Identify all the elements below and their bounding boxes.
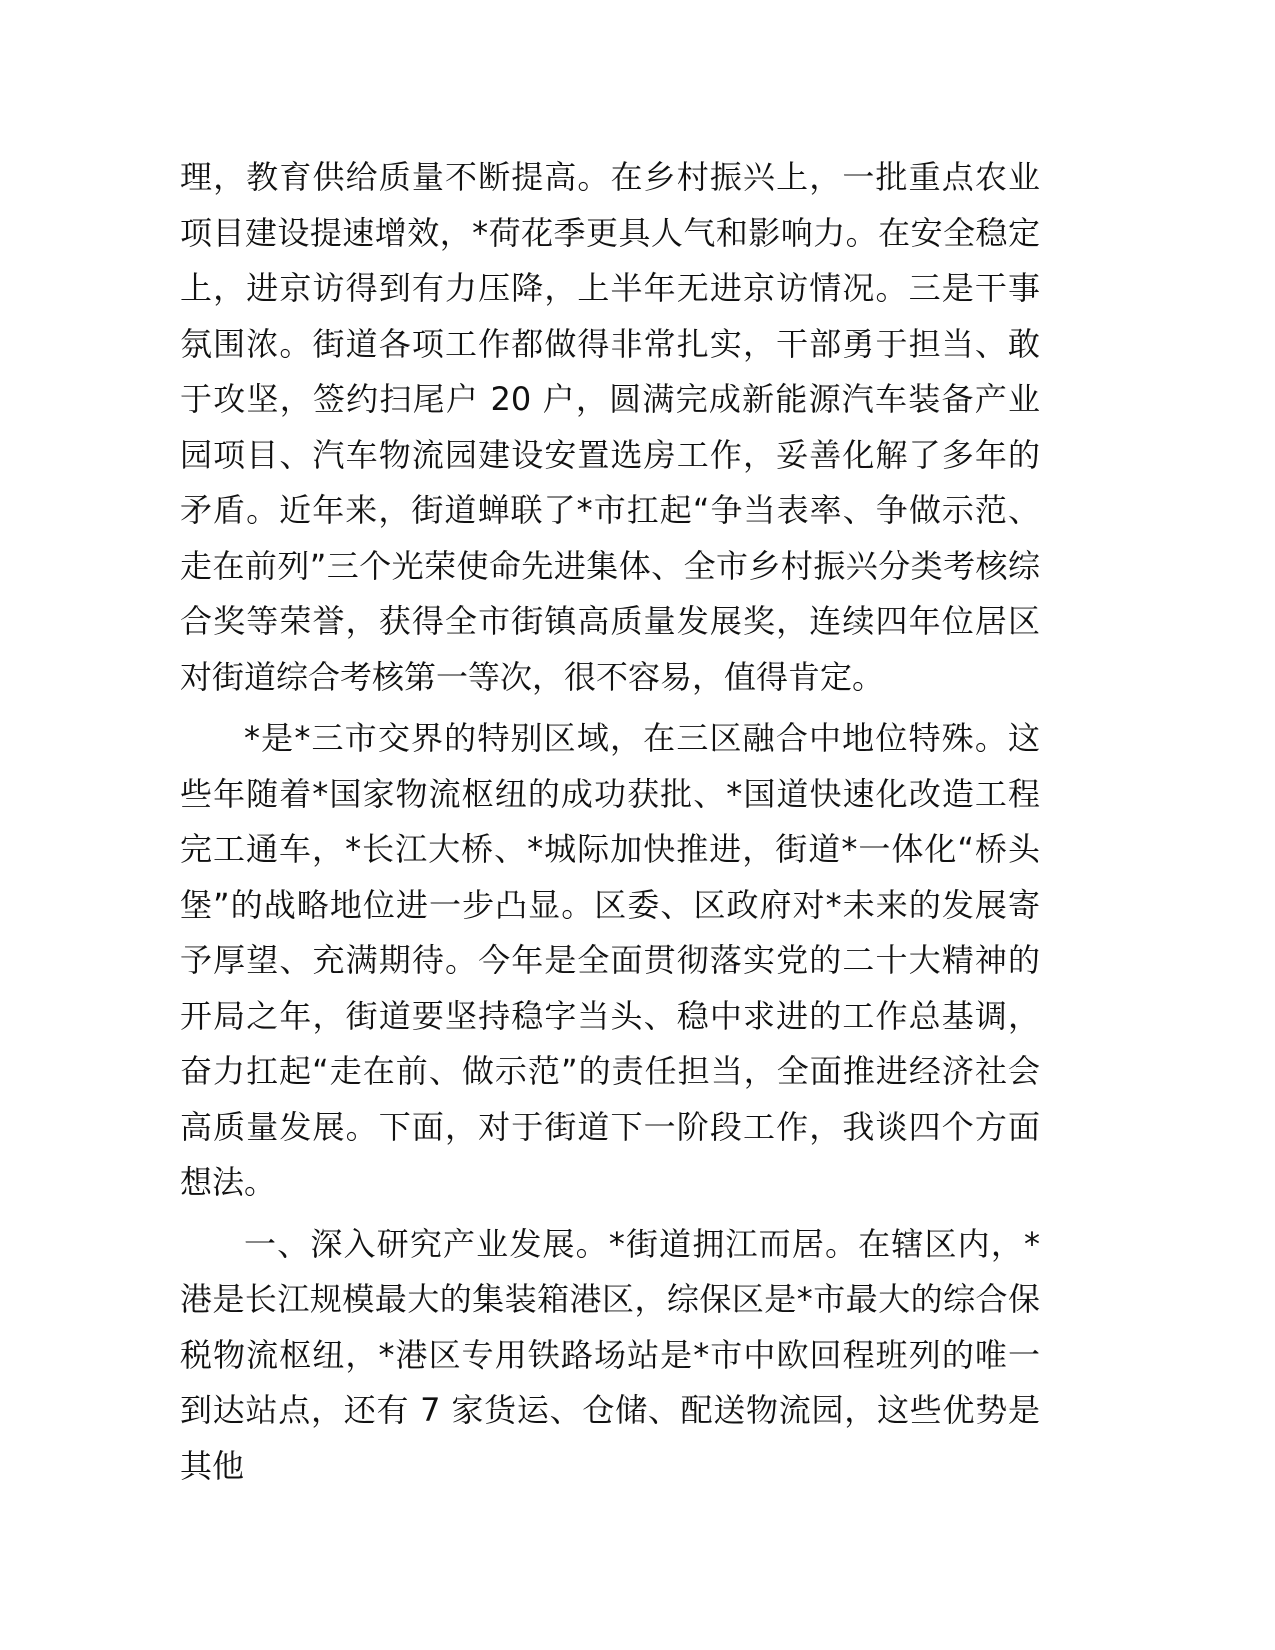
paragraph-2: *是*三市交界的特别区域，在三区融合中地位特殊。这些年随着*国家物流枢纽的成功获批、*国道快速化改造工程完工通车，*长江大桥、*城际加快推进，街道*一体化“桥头堡”的战略地位进一步凸显。区委、区政府对*未来的发展寄予厚望、充满期待。今年是全面贯彻落实党的二十大精神的开局之年，街道要坚持稳字当头、稳中求进的工作总基调，奋力扛起“走在前、做示范”的责任担当，全面推进经济社会高质量发展。下面，对于街道下一阶段工作，我谈四个方面想法。 xyxy=(180,719,1040,1201)
document-body xyxy=(180,150,1040,1494)
paragraph-3: 一、深入研究产业发展。*街道拥江而居。在辖区内，*港是长江规模最大的集装箱港区，综保区是*市最大的综合保税物流枢纽，*港区专用铁路场站是*市中欧回程班列的唯一到达站点，还有 7 家货运、仓储、配送物流园，这些优势是其他 xyxy=(180,1224,1040,1485)
paragraph-1: 理，教育供给质量不断提高。在乡村振兴上，一批重点农业项目建设提速增效，*荷花季更具人气和影响力。在安全稳定上，进京访得到有力压降，上半年无进京访情况。三是干事氛围浓。街道各项工作都做得非常扎实，干部勇于担当、敢于攻坚，签约扫尾户 20 户，圆满完成新能源汽车装备产业园项目、汽车物流园建设安置选房工作，妥善化解了多年的矛盾。近年来，街道蝉联了*市扛起“争当表率、争做示范、走在前列”三个光荣使命先进集体、全市乡村振兴分类考核综合奖等荣誉，获得全市街镇高质量发展奖，连续四年位居区对街道综合考核第一等次，很不容易，值得肯定。 xyxy=(180,158,1040,696)
